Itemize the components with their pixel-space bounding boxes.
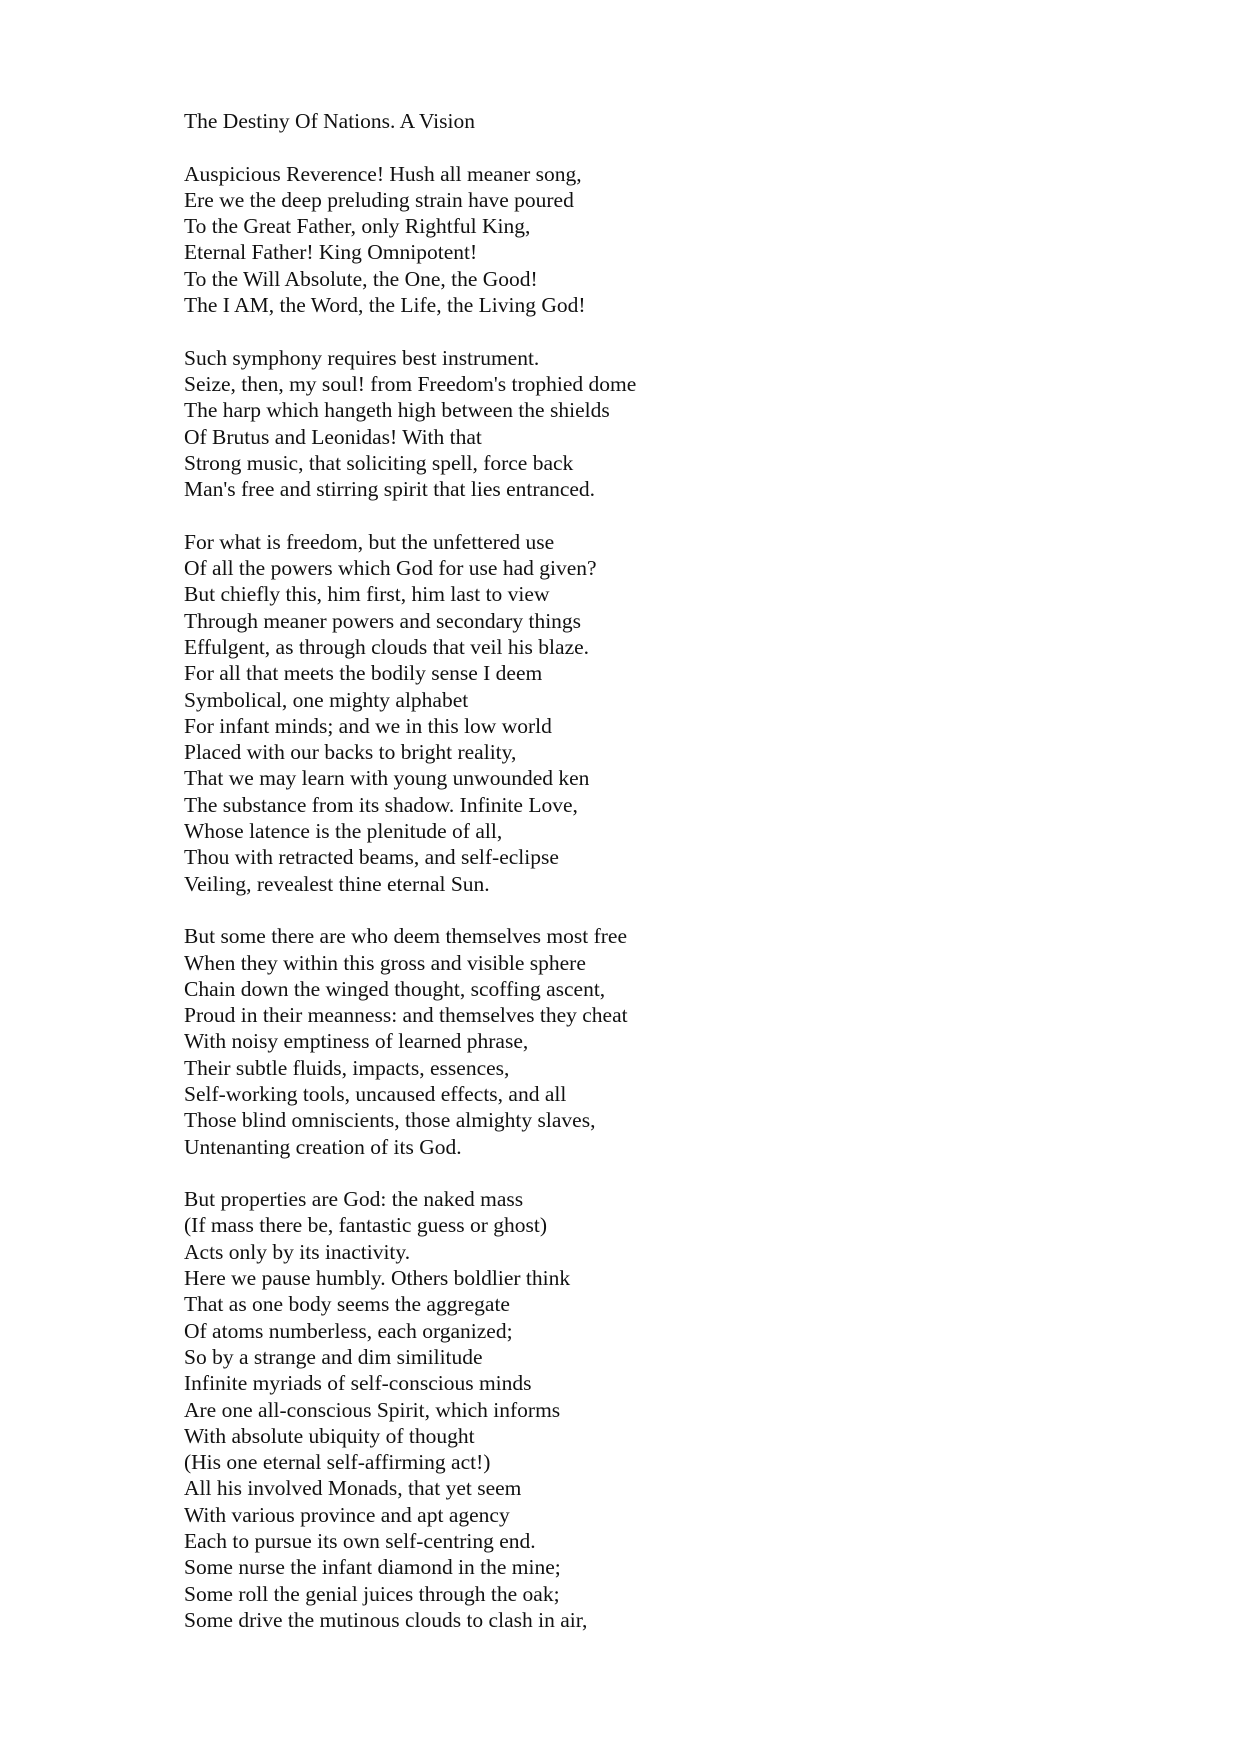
poem-line: But properties are God: the naked mass xyxy=(184,1187,524,1212)
poem-line: With various province and apt agency xyxy=(184,1502,510,1527)
poem-line: Untenanting creation of its God. xyxy=(184,1134,462,1159)
poem-line: Symbolical, one mighty alphabet xyxy=(184,687,469,712)
poem-line: Seize, then, my soul! from Freedom's trophied dome xyxy=(184,371,637,396)
poem-line: Self-working tools, uncaused effects, and all xyxy=(184,1081,567,1106)
poem-line: The harp which hangeth high between the shields xyxy=(184,398,610,423)
poem-line: For all that meets the bodily sense I deem xyxy=(184,661,543,686)
poem-line: The substance from its shadow. Infinite Love, xyxy=(184,792,578,817)
poem-line: That we may learn with young unwounded ken xyxy=(184,766,590,791)
poem-line: Proud in their meanness: and themselves they cheat xyxy=(184,1003,628,1028)
stanza xyxy=(184,1186,1084,1633)
poem-line: Some roll the genial juices through the oak; xyxy=(184,1581,560,1606)
document-page xyxy=(184,108,1084,1633)
poem-line: Acts only by its inactivity. xyxy=(184,1239,411,1264)
poem-line: (His one eternal self-affirming act!) xyxy=(184,1450,491,1475)
poem-line: The I AM, the Word, the Life, the Living God! xyxy=(184,293,586,318)
poem-line: But chiefly this, him first, him last to view xyxy=(184,582,550,607)
poem-line: Strong music, that soliciting spell, force back xyxy=(184,450,574,475)
poem-line: For what is freedom, but the unfettered use xyxy=(184,529,555,554)
poem-line: But some there are who deem themselves most free xyxy=(184,924,627,949)
poem-line: Such symphony requires best instrument. xyxy=(184,345,540,370)
poem-body xyxy=(184,161,1084,1634)
poem-line: To the Great Father, only Rightful King, xyxy=(184,214,531,239)
poem-line: Ere we the deep preluding strain have poured xyxy=(184,187,574,212)
poem-line: All his involved Monads, that yet seem xyxy=(184,1476,522,1501)
poem-line: Veiling, revealest thine eternal Sun. xyxy=(184,871,490,896)
poem-line: Of all the powers which God for use had given? xyxy=(184,556,597,581)
poem-line: Their subtle fluids, impacts, essences, xyxy=(184,1055,510,1080)
stanza xyxy=(184,923,1084,1160)
poem-line: With absolute ubiquity of thought xyxy=(184,1423,475,1448)
poem-line: Whose latence is the plenitude of all, xyxy=(184,819,503,844)
poem-title: The Destiny Of Nations. A Vision xyxy=(184,109,475,133)
poem-line: For infant minds; and we in this low world xyxy=(184,713,552,738)
poem-line: To the Will Absolute, the One, the Good! xyxy=(184,266,538,291)
poem-line: Thou with retracted beams, and self-eclipse xyxy=(184,845,559,870)
poem-line: Some nurse the infant diamond in the mine; xyxy=(184,1555,561,1580)
poem-line: Here we pause humbly. Others boldlier think xyxy=(184,1266,571,1291)
poem-line: Chain down the winged thought, scoffing ascent, xyxy=(184,976,606,1001)
poem-line: So by a strange and dim similitude xyxy=(184,1344,483,1369)
poem-line: Placed with our backs to bright reality, xyxy=(184,740,517,765)
poem-line: Each to pursue its own self-centring end. xyxy=(184,1529,536,1554)
stanza xyxy=(184,161,1084,319)
poem-line: Eternal Father! King Omnipotent! xyxy=(184,240,478,265)
poem-line: Man's free and stirring spirit that lies entranced. xyxy=(184,477,596,502)
stanza xyxy=(184,345,1084,503)
poem-line: (If mass there be, fantastic guess or ghost) xyxy=(184,1213,548,1238)
poem-line: Of atoms numberless, each organized; xyxy=(184,1318,513,1343)
poem-line: Those blind omniscients, those almighty slaves, xyxy=(184,1108,596,1133)
poem-line: Of Brutus and Leonidas! With that xyxy=(184,424,482,449)
poem-line: Some drive the mutinous clouds to clash in air, xyxy=(184,1607,588,1632)
poem-line: Effulgent, as through clouds that veil his blaze. xyxy=(184,634,590,659)
poem-line: When they within this gross and visible sphere xyxy=(184,950,586,975)
poem-line: Auspicious Reverence! Hush all meaner song, xyxy=(184,161,582,186)
stanza xyxy=(184,529,1084,897)
poem-line: With noisy emptiness of learned phrase, xyxy=(184,1029,529,1054)
poem-line: Infinite myriads of self-conscious minds xyxy=(184,1371,532,1396)
poem-line: Through meaner powers and secondary things xyxy=(184,608,582,633)
poem-line: That as one body seems the aggregate xyxy=(184,1292,510,1317)
poem-line: Are one all-conscious Spirit, which informs xyxy=(184,1397,561,1422)
